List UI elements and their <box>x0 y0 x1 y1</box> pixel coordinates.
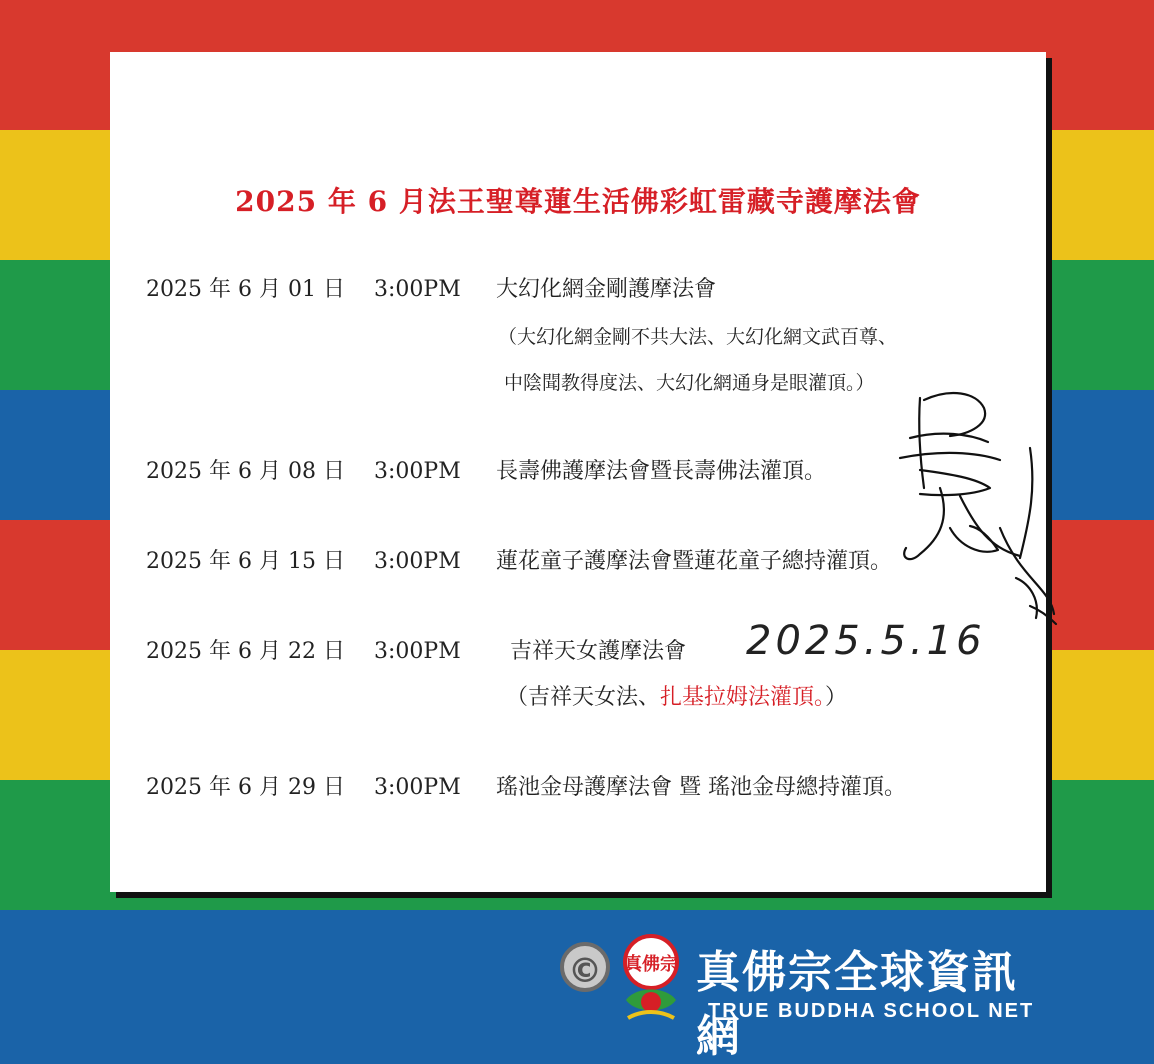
emblem-text: 真佛宗 <box>624 954 678 975</box>
row-date: 2025 年 6 月 01 日 <box>146 277 345 302</box>
brand-name-english: TRUE BUDDHA SCHOOL NET <box>708 1000 1035 1022</box>
row-date: 2025 年 6 月 22 日 <box>146 639 345 664</box>
row-event: 大幻化網金剛護摩法會 <box>496 277 717 302</box>
schedule-row <box>146 272 716 303</box>
row-time: 3:00PM <box>374 639 461 664</box>
schedule-row <box>146 770 906 801</box>
row-event: 吉祥天女護摩法會 <box>510 639 687 664</box>
row-time: 3:00PM <box>374 459 461 484</box>
brand-name-chinese: 真佛宗全球資訊網 <box>696 947 1018 1062</box>
row-event: 瑤池金母護摩法會 暨 瑤池金母總持灌頂。 <box>496 775 906 800</box>
row-note: 中陰聞教得度法、大幻化網通身是眼灌頂。） <box>504 372 875 394</box>
note-open: （吉祥天女法、 <box>506 685 661 710</box>
footer-branding <box>556 928 1056 1062</box>
schedule-row <box>146 544 892 575</box>
schedule-row <box>146 634 686 665</box>
note-close: ） <box>825 685 848 710</box>
row-note <box>506 680 847 711</box>
true-buddha-school-emblem-icon <box>616 930 686 1024</box>
document-title: 2025 年 6 月法王聖尊蓮生活佛彩虹雷藏寺護摩法會 <box>235 185 921 218</box>
schedule-row <box>146 454 826 485</box>
handwritten-date: 2025.5.16 <box>746 618 986 664</box>
row-note: （大幻化網金剛不共大法、大幻化網文武百尊、 <box>498 326 898 348</box>
row-date: 2025 年 6 月 08 日 <box>146 459 345 484</box>
row-event: 長壽佛護摩法會暨長壽佛法灌頂。 <box>496 459 827 484</box>
row-date: 2025 年 6 月 15 日 <box>146 549 345 574</box>
row-time: 3:00PM <box>374 277 461 302</box>
row-time: 3:00PM <box>374 775 461 800</box>
schedule-document <box>110 52 1046 892</box>
signature-mark <box>880 378 1060 638</box>
row-event: 蓮花童子護摩法會暨蓮花童子總持灌頂。 <box>496 549 893 574</box>
note-highlight: 扎基拉姆法灌頂。 <box>660 685 826 710</box>
row-date: 2025 年 6 月 29 日 <box>146 775 345 800</box>
row-time: 3:00PM <box>374 549 461 574</box>
copyright-icon: © <box>560 942 610 992</box>
